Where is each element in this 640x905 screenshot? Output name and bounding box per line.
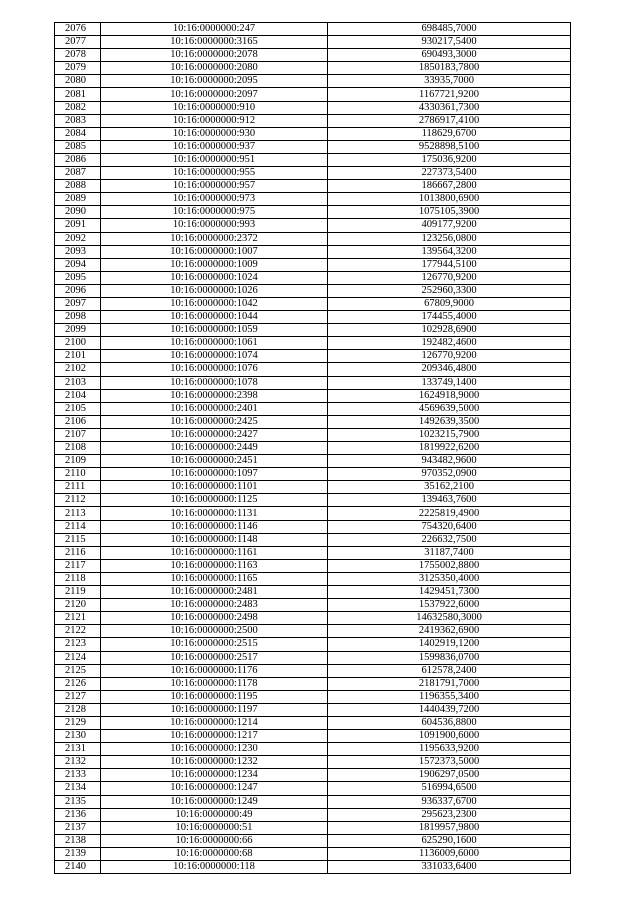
row-number: 2081 [55,88,101,101]
cadastral-number: 10:16:0000000:2095 [101,75,328,88]
table-row [55,834,571,847]
cadastral-number: 10:16:0000000:2517 [101,651,328,664]
cadastral-value: 1572373,5000 [328,756,571,769]
cadastral-number: 10:16:0000000:2481 [101,586,328,599]
table-row [55,442,571,455]
table-row [55,193,571,206]
table-row [55,664,571,677]
row-number: 2136 [55,808,101,821]
cadastral-value: 690493,3000 [328,49,571,62]
cadastral-number: 10:16:0000000:1217 [101,730,328,743]
cadastral-number: 10:16:0000000:910 [101,101,328,114]
cadastral-number: 10:16:0000000:2401 [101,402,328,415]
row-number: 2139 [55,847,101,860]
cadastral-number: 10:16:0000000:1178 [101,677,328,690]
table-row [55,716,571,729]
table-row [55,559,571,572]
row-number: 2119 [55,586,101,599]
table-row [55,311,571,324]
table-row [55,677,571,690]
table-row [55,402,571,415]
table-row [55,219,571,232]
cadastral-number: 10:16:0000000:2427 [101,428,328,441]
cadastral-value: 2225819,4900 [328,507,571,520]
cadastral-value: 133749,1400 [328,376,571,389]
cadastral-value: 1440439,7200 [328,703,571,716]
cadastral-value: 102928,6900 [328,324,571,337]
cadastral-value: 252960,3300 [328,284,571,297]
row-number: 2100 [55,337,101,350]
cadastral-number: 10:16:0000000:1232 [101,756,328,769]
cadastral-value: 1819957,9800 [328,821,571,834]
row-number: 2104 [55,389,101,402]
cadastral-number: 10:16:0000000:247 [101,23,328,36]
row-number: 2079 [55,62,101,75]
table-row [55,114,571,127]
table-row [55,153,571,166]
cadastral-number: 10:16:0000000:1148 [101,533,328,546]
cadastral-value: 33935,7000 [328,75,571,88]
table-row [55,651,571,664]
cadastral-value: 930217,5400 [328,36,571,49]
cadastral-value: 1429451,7300 [328,586,571,599]
cadastral-number: 10:16:0000000:1163 [101,559,328,572]
cadastral-number: 10:16:0000000:951 [101,153,328,166]
cadastral-number: 10:16:0000000:2483 [101,599,328,612]
table-row [55,612,571,625]
table-row [55,638,571,651]
cadastral-number: 10:16:0000000:1101 [101,481,328,494]
row-number: 2095 [55,271,101,284]
cadastral-number: 10:16:0000000:1165 [101,572,328,585]
table-row [55,167,571,180]
row-number: 2130 [55,730,101,743]
table-row [55,428,571,441]
cadastral-number: 10:16:0000000:1024 [101,271,328,284]
cadastral-number: 10:16:0000000:1061 [101,337,328,350]
cadastral-number: 10:16:0000000:1097 [101,468,328,481]
table-row [55,481,571,494]
table-row [55,271,571,284]
cadastral-number: 10:16:0000000:118 [101,861,328,874]
cadastral-number: 10:16:0000000:1131 [101,507,328,520]
cadastral-number: 10:16:0000000:993 [101,219,328,232]
table-row [55,861,571,874]
cadastral-value: 295623,2300 [328,808,571,821]
row-number: 2122 [55,625,101,638]
row-number: 2086 [55,153,101,166]
cadastral-value: 1196355,3400 [328,690,571,703]
cadastral-number: 10:16:0000000:2425 [101,415,328,428]
cadastral-number: 10:16:0000000:2498 [101,612,328,625]
cadastral-number: 10:16:0000000:1195 [101,690,328,703]
table-row [55,572,571,585]
cadastral-number: 10:16:0000000:955 [101,167,328,180]
row-number: 2123 [55,638,101,651]
cadastral-value: 936337,6700 [328,795,571,808]
table-row [55,533,571,546]
row-number: 2106 [55,415,101,428]
table-row [55,49,571,62]
table-row [55,389,571,402]
table-row [55,127,571,140]
cadastral-value: 943482,9600 [328,455,571,468]
row-number: 2098 [55,311,101,324]
cadastral-value: 123256,0800 [328,232,571,245]
row-number: 2093 [55,245,101,258]
table-row [55,337,571,350]
cadastral-number: 10:16:0000000:49 [101,808,328,821]
row-number: 2120 [55,599,101,612]
cadastral-number: 10:16:0000000:973 [101,193,328,206]
cadastral-number: 10:16:0000000:1125 [101,494,328,507]
table-row [55,507,571,520]
row-number: 2085 [55,140,101,153]
row-number: 2090 [55,206,101,219]
row-number: 2110 [55,468,101,481]
cadastral-number: 10:16:0000000:1161 [101,546,328,559]
table-row [55,730,571,743]
table-row [55,743,571,756]
cadastral-value: 1091900,6000 [328,730,571,743]
row-number: 2111 [55,481,101,494]
row-number: 2113 [55,507,101,520]
row-number: 2137 [55,821,101,834]
row-number: 2129 [55,716,101,729]
cadastral-value: 754320,6400 [328,520,571,533]
row-number: 2109 [55,455,101,468]
table-row [55,795,571,808]
cadastral-value: 118629,6700 [328,127,571,140]
table-row [55,88,571,101]
cadastral-value: 1136009,6000 [328,847,571,860]
cadastral-number: 10:16:0000000:1074 [101,350,328,363]
cadastral-value: 139564,3200 [328,245,571,258]
table-row [55,180,571,193]
table-row [55,494,571,507]
row-number: 2078 [55,49,101,62]
row-number: 2140 [55,861,101,874]
cadastral-number: 10:16:0000000:912 [101,114,328,127]
cadastral-value: 604536,8800 [328,716,571,729]
cadastral-number: 10:16:0000000:2398 [101,389,328,402]
document-page [54,22,570,874]
table-row [55,625,571,638]
table-row [55,769,571,782]
cadastral-value: 1023215,7900 [328,428,571,441]
table-row [55,101,571,114]
cadastral-number: 10:16:0000000:2500 [101,625,328,638]
row-number: 2127 [55,690,101,703]
cadastral-number: 10:16:0000000:2451 [101,455,328,468]
cadastral-value: 2181791,7000 [328,677,571,690]
table-row [55,821,571,834]
table-row [55,324,571,337]
table-row [55,415,571,428]
table-row [55,376,571,389]
cadastral-value: 139463,7600 [328,494,571,507]
table-row [55,546,571,559]
table-row [55,847,571,860]
row-number: 2125 [55,664,101,677]
cadastral-number: 10:16:0000000:2078 [101,49,328,62]
cadastral-value: 698485,7000 [328,23,571,36]
cadastral-number: 10:16:0000000:51 [101,821,328,834]
cadastral-value: 1599836,0700 [328,651,571,664]
row-number: 2083 [55,114,101,127]
table-row [55,808,571,821]
row-number: 2115 [55,533,101,546]
table-row [55,206,571,219]
table-row [55,363,571,376]
cadastral-value: 2786917,4100 [328,114,571,127]
cadastral-number: 10:16:0000000:1234 [101,769,328,782]
cadastral-number: 10:16:0000000:2449 [101,442,328,455]
cadastral-value: 1492639,3500 [328,415,571,428]
cadastral-value: 177944,5100 [328,258,571,271]
cadastral-value: 174455,4000 [328,311,571,324]
cadastral-value: 1819922,6200 [328,442,571,455]
cadastral-number: 10:16:0000000:957 [101,180,328,193]
cadastral-number: 10:16:0000000:1078 [101,376,328,389]
cadastral-number: 10:16:0000000:2515 [101,638,328,651]
row-number: 2124 [55,651,101,664]
cadastral-number: 10:16:0000000:2080 [101,62,328,75]
table-row [55,690,571,703]
cadastral-value: 186667,2800 [328,180,571,193]
table-row [55,468,571,481]
cadastral-number: 10:16:0000000:2097 [101,88,328,101]
table-row [55,586,571,599]
table-row [55,350,571,363]
cadastral-value: 175036,9200 [328,153,571,166]
cadastral-value: 226632,7500 [328,533,571,546]
table-row [55,62,571,75]
row-number: 2133 [55,769,101,782]
cadastral-number: 10:16:0000000:1059 [101,324,328,337]
table-row [55,455,571,468]
cadastral-value: 4569639,5000 [328,402,571,415]
cadastral-value-table [54,22,571,874]
cadastral-value: 612578,2400 [328,664,571,677]
cadastral-value: 1537922,6000 [328,599,571,612]
table-body [55,23,571,874]
table-row [55,75,571,88]
cadastral-value: 3125350,4000 [328,572,571,585]
row-number: 2134 [55,782,101,795]
cadastral-value: 4330361,7300 [328,101,571,114]
row-number: 2121 [55,612,101,625]
row-number: 2087 [55,167,101,180]
cadastral-value: 625290,1600 [328,834,571,847]
cadastral-number: 10:16:0000000:1044 [101,311,328,324]
cadastral-value: 970352,0900 [328,468,571,481]
cadastral-number: 10:16:0000000:1007 [101,245,328,258]
row-number: 2118 [55,572,101,585]
cadastral-number: 10:16:0000000:930 [101,127,328,140]
row-number: 2077 [55,36,101,49]
cadastral-value: 1075105,3900 [328,206,571,219]
cadastral-value: 209346,4800 [328,363,571,376]
cadastral-value: 35162,2100 [328,481,571,494]
cadastral-value: 126770,9200 [328,350,571,363]
row-number: 2091 [55,219,101,232]
cadastral-number: 10:16:0000000:1009 [101,258,328,271]
cadastral-number: 10:16:0000000:1249 [101,795,328,808]
cadastral-number: 10:16:0000000:1247 [101,782,328,795]
cadastral-value: 192482,4600 [328,337,571,350]
cadastral-value: 516994,6500 [328,782,571,795]
cadastral-number: 10:16:0000000:66 [101,834,328,847]
row-number: 2089 [55,193,101,206]
row-number: 2114 [55,520,101,533]
row-number: 2128 [55,703,101,716]
row-number: 2097 [55,297,101,310]
table-row [55,140,571,153]
row-number: 2117 [55,559,101,572]
row-number: 2105 [55,402,101,415]
row-number: 2096 [55,284,101,297]
cadastral-value: 331033,6400 [328,861,571,874]
table-row [55,258,571,271]
table-row [55,599,571,612]
table-row [55,23,571,36]
cadastral-number: 10:16:0000000:975 [101,206,328,219]
cadastral-value: 1195633,9200 [328,743,571,756]
cadastral-value: 31187,7400 [328,546,571,559]
table-row [55,782,571,795]
cadastral-value: 1402919,1200 [328,638,571,651]
row-number: 2082 [55,101,101,114]
cadastral-number: 10:16:0000000:937 [101,140,328,153]
cadastral-value: 1755002,8800 [328,559,571,572]
table-row [55,245,571,258]
cadastral-value: 126770,9200 [328,271,571,284]
cadastral-value: 409177,9200 [328,219,571,232]
table-row [55,520,571,533]
cadastral-number: 10:16:0000000:1026 [101,284,328,297]
row-number: 2138 [55,834,101,847]
row-number: 2108 [55,442,101,455]
row-number: 2092 [55,232,101,245]
row-number: 2099 [55,324,101,337]
row-number: 2116 [55,546,101,559]
cadastral-number: 10:16:0000000:68 [101,847,328,860]
cadastral-value: 227373,5400 [328,167,571,180]
row-number: 2076 [55,23,101,36]
row-number: 2080 [55,75,101,88]
table-row [55,297,571,310]
cadastral-value: 1624918,9000 [328,389,571,402]
table-row [55,232,571,245]
row-number: 2103 [55,376,101,389]
cadastral-number: 10:16:0000000:1230 [101,743,328,756]
cadastral-number: 10:16:0000000:2372 [101,232,328,245]
cadastral-value: 1906297,0500 [328,769,571,782]
table-row [55,36,571,49]
row-number: 2126 [55,677,101,690]
cadastral-value: 14632580,3000 [328,612,571,625]
cadastral-number: 10:16:0000000:3165 [101,36,328,49]
row-number: 2132 [55,756,101,769]
row-number: 2131 [55,743,101,756]
cadastral-value: 1013800,6900 [328,193,571,206]
row-number: 2112 [55,494,101,507]
row-number: 2088 [55,180,101,193]
row-number: 2101 [55,350,101,363]
table-row [55,756,571,769]
cadastral-value: 67809,9000 [328,297,571,310]
table-row [55,284,571,297]
cadastral-number: 10:16:0000000:1146 [101,520,328,533]
cadastral-value: 1850183,7800 [328,62,571,75]
cadastral-number: 10:16:0000000:1176 [101,664,328,677]
cadastral-number: 10:16:0000000:1197 [101,703,328,716]
cadastral-number: 10:16:0000000:1214 [101,716,328,729]
cadastral-number: 10:16:0000000:1042 [101,297,328,310]
cadastral-value: 1167721,9200 [328,88,571,101]
cadastral-number: 10:16:0000000:1076 [101,363,328,376]
table-row [55,703,571,716]
row-number: 2135 [55,795,101,808]
row-number: 2107 [55,428,101,441]
row-number: 2094 [55,258,101,271]
row-number: 2084 [55,127,101,140]
cadastral-value: 2419362,6900 [328,625,571,638]
cadastral-value: 9528898,5100 [328,140,571,153]
row-number: 2102 [55,363,101,376]
